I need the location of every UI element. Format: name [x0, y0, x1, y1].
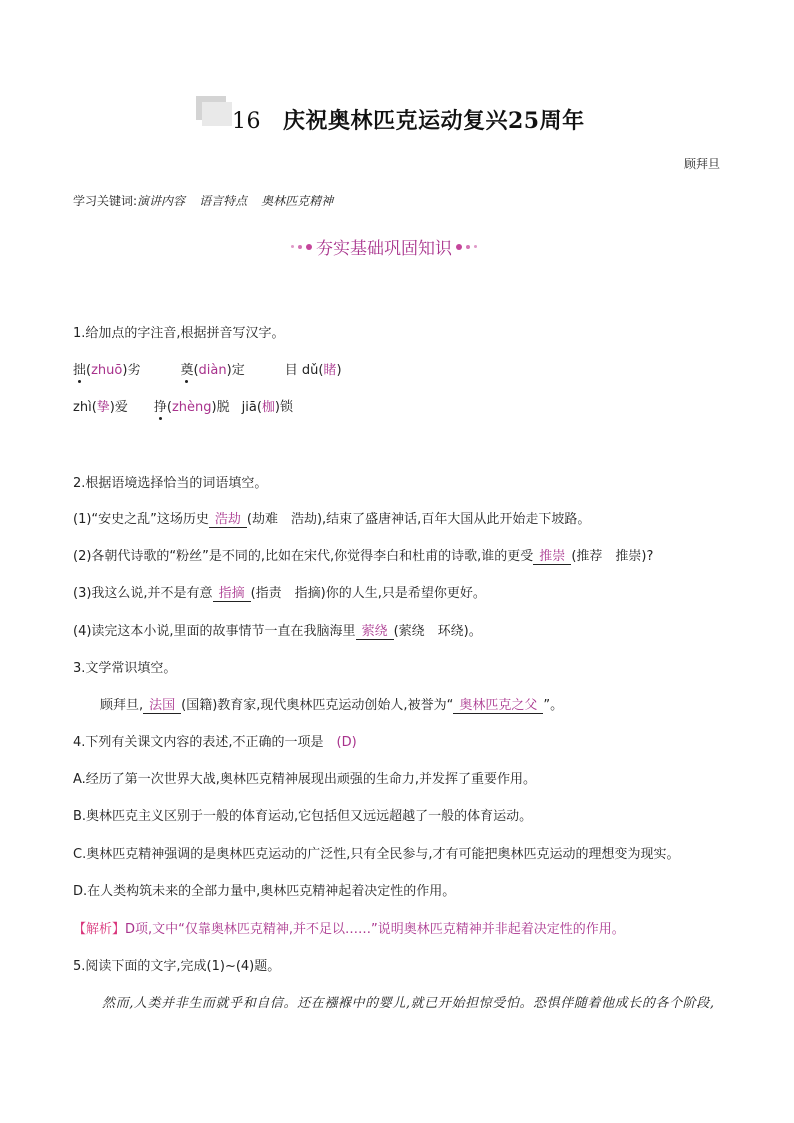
q2-item: (3)我这么说,并不是有意 指摘 (指责 指摘)你的人生,只是希望你更好。 [73, 586, 486, 601]
answer-blank: 法国 [143, 699, 181, 714]
hanzi-answer: 枷 [261, 400, 275, 415]
q3-stem: 3.文学常识填空。 [73, 661, 177, 676]
section-banner-text: 夯实基础巩固知识 [316, 239, 452, 259]
dots-right-icon [456, 244, 477, 250]
keywords-label: 学习关键词: [73, 194, 138, 208]
q2-item: (4)读完这本小说,里面的故事情节一直在我脑海里 萦绕 (萦绕 环绕)。 [73, 624, 482, 639]
hanzi-answer: 挚 [96, 400, 110, 415]
lesson-title: 庆祝奥林匹克运动复兴25周年 [283, 108, 585, 134]
hanzi-answer: 睹 [323, 363, 337, 378]
section-banner [287, 234, 481, 259]
dotted-char: 挣 [153, 400, 167, 415]
q2-item: (2)各朝代诗歌的“粉丝”是不同的,比如在宋代,你觉得李白和杜甫的诗歌,谁的更受 推崇 (推荐 推崇)? [73, 549, 654, 564]
pinyin-answer: zhuō [91, 363, 123, 378]
q4-option: B.奥林匹克主义区别于一般的体育运动,它包括但又远远超越了一般的体育运动。 [73, 809, 533, 824]
q4-option: A.经历了第一次世界大战,奥林匹克精神展现出顽强的生命力,并发挥了重要作用。 [73, 772, 537, 787]
answer-blank: 萦绕 [356, 625, 394, 640]
answer-blank: 奥林匹克之父 [453, 699, 543, 714]
lesson-number: 16 [232, 109, 261, 134]
analysis-tag: 【解析】 [73, 922, 126, 937]
answer-blank: 浩劫 [209, 513, 247, 528]
pinyin-answer: diàn [198, 363, 227, 378]
pinyin-answer: zhèng [171, 400, 212, 415]
q1-row1: 拙(zhuō)劣 奠(diàn)定 目 dǔ(睹) [73, 363, 342, 378]
q5-stem: 5.阅读下面的文字,完成(1)~(4)题。 [73, 959, 281, 974]
author-name: 顾拜旦 [683, 157, 720, 171]
q1-row2: zhì(挚)爱 挣(zhèng)脱 jiā(枷)锁 [73, 400, 294, 415]
keyword-item: 语言特点 [199, 194, 248, 208]
dotted-char: 奠 [180, 363, 194, 378]
keywords-line [73, 192, 347, 209]
keyword-item: 奥林匹克精神 [261, 194, 334, 208]
q4-analysis: 【解析】D项,文中“仅靠奥林匹克精神,并不足以……”说明奥林匹克精神并非起着决定性的作用。 [73, 922, 625, 937]
q1-stem: 1.给加点的字注音,根据拼音写汉字。 [73, 326, 285, 341]
q4-stem: 4.下列有关课文内容的表述,不正确的一项是 (D) [73, 735, 357, 750]
reading-passage: 然而,人类并非生而就乎和自信。还在襁褓中的婴儿,就已开始担惊受怕。恐惧伴随着他成长的各个阶段, [102, 996, 715, 1011]
q2-item: (1)“安史之乱”这场历史 浩劫 (劫难 浩劫),结束了盛唐神话,百年大国从此开始走下坡路。 [73, 512, 591, 527]
page-title [232, 104, 585, 135]
q4-option: D.在人类构筑未来的全部力量中,奥林匹克精神起着决定性的作用。 [73, 884, 456, 899]
q2-stem: 2.根据语境选择恰当的词语填空。 [73, 476, 268, 491]
keyword-item: 演讲内容 [137, 194, 186, 208]
answer-blank: 指摘 [213, 587, 251, 602]
q4-answer: (D) [336, 735, 357, 750]
dots-left-icon [291, 244, 312, 250]
dotted-char: 拙 [73, 363, 87, 378]
q3-content: 顾拜旦, 法国 (国籍)教育家,现代奥林匹克运动创始人,被誉为“ 奥林匹克之父 ”。 [100, 698, 564, 713]
answer-blank: 推崇 [533, 550, 571, 565]
q4-option: C.奥林匹克精神强调的是奥林匹克运动的广泛性,只有全民参与,才有可能把奥林匹克运动的理想变为现实。 [73, 847, 680, 862]
title-decoration-icon [196, 96, 232, 126]
